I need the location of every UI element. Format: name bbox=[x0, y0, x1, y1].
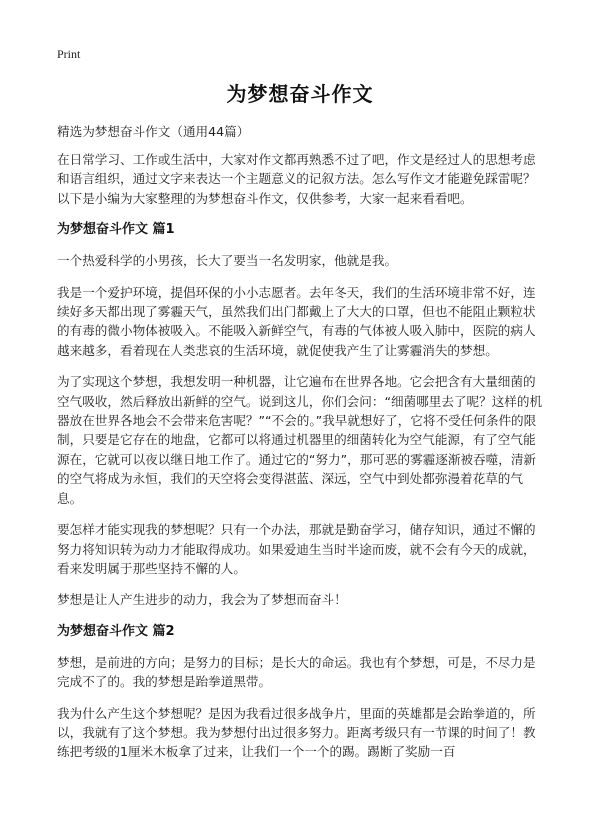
section-1-paragraph-3: 为了实现这个梦想，我想发明一种机器，让它遍布在世界各地。它会把含有大量细菌的空气吸收，然后释放出新鲜的空气。说到这儿，你们会问：“细菌哪里去了呢？这样的机器放在世界各地会不会带来危害呢？”“不会的。”我早就想好了，它将不受任何条件的限制，只要是它存在的地盘，它都可以将通过机器里的细菌转化为空气能源，有了空气能源在，它就可以夜以继日地工作了。通过它的“努力”，那可恶的雾霾逐渐被吞噬，清新的空气将成为永恒，我们的天空将会变得湛蓝、深远，空气中到处都弥漫着花草的气息。 bbox=[57, 374, 543, 506]
page-title: 为梦想奋斗作文 bbox=[226, 82, 374, 106]
page-subtitle: 精选为梦想奋斗作文（通用44篇） bbox=[57, 124, 250, 139]
section-2-paragraph-2: 我为什么产生这个梦想呢？是因为我看过很多战争片，里面的英雄都是会跆拳道的，所以，我就有了这个梦想。我为梦想付出过很多努力。距离考级只有一节课的时间了！教练把考级的1厘米木板拿了过来，让我们一个一个的踢。踢断了奖励一百 bbox=[57, 705, 536, 760]
section-heading-1: 为梦想奋斗作文 篇1 bbox=[57, 222, 175, 238]
print-link[interactable]: Print bbox=[57, 47, 81, 61]
article-body bbox=[57, 150, 547, 774]
section-1-paragraph-1: 一个热爱科学的小男孩，长大了要当一名发明家，他就是我。 bbox=[57, 253, 398, 269]
section-1-paragraph-5: 梦想是让人产生进步的动力，我会为了梦想而奋斗！ bbox=[57, 592, 347, 608]
section-1-paragraph-4: 要怎样才能实现我的梦想呢？只有一个办法，那就是勤奋学习，储存知识，通过不懈的努力将知识转为动力才能取得成功。如果爱迪生当时半途而废，就不会有今天的成就，看来发明属于那些坚持不懈的人。 bbox=[57, 522, 536, 576]
section-1-paragraph-2: 我是一个爱护环境，提倡环保的小小志愿者。去年冬天，我们的生活环境非常不好，连续好多天都出现了雾霾天气，虽然我们出门都戴上了大大的口罩，但也不能阻止颗粒状的有毒的微小物体被吸入。不能吸入新鲜空气，有毒的气体被人吸入肺中，医院的病人越来越多，看着现在人类悲哀的生活环境，就促使我产生了让雾霾消失的梦想。 bbox=[57, 284, 536, 358]
intro-paragraph: 在日常学习、工作或生活中，大家对作文都再熟悉不过了吧，作文是经过人的思想考虑和语言组织，通过文字来表达一个主题意义的记叙方法。怎么写作文才能避免踩雷呢？以下是小编为大家整理的为梦想奋斗作文，仅供参考，大家一起来看看吧。 bbox=[57, 152, 536, 206]
section-heading-2: 为梦想奋斗作文 篇2 bbox=[57, 623, 175, 639]
section-2-paragraph-1: 梦想，是前进的方向；是努力的目标；是长大的命运。我也有个梦想，可是，不尽力是完成不了的。我的梦想是跆拳道黑带。 bbox=[57, 654, 536, 690]
